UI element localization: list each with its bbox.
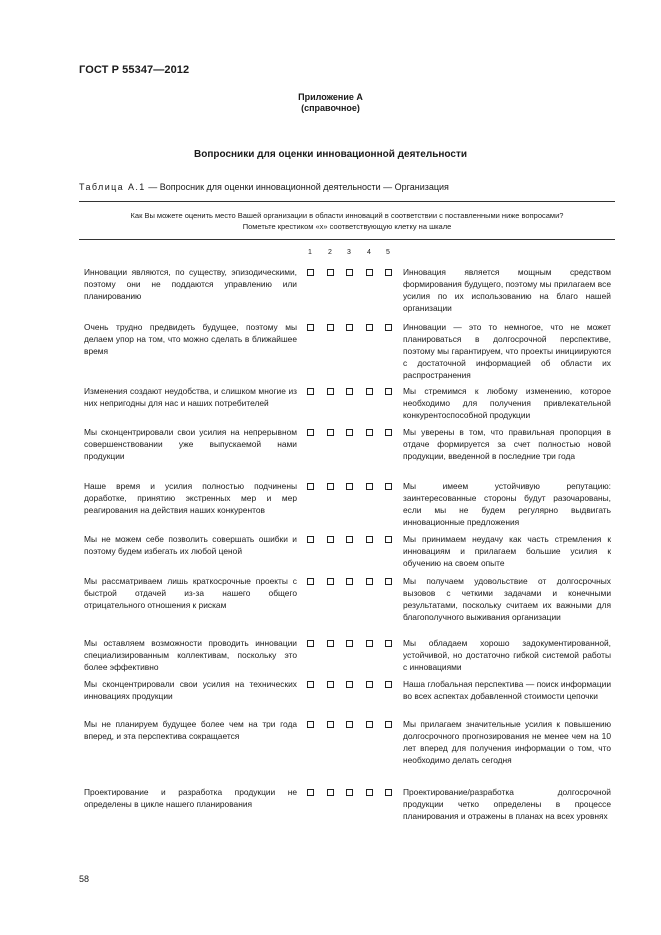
rating-checkbox[interactable] <box>385 640 392 647</box>
statement-target: Мы принимаем неудачу как часть стремления к инновациям и прилагаем большие усилия к обучению на своем опыте <box>403 534 611 568</box>
rating-checkbox[interactable] <box>307 640 314 647</box>
rating-checkbox[interactable] <box>327 578 334 585</box>
rating-checkbox[interactable] <box>346 269 353 276</box>
statement-current: Наше время и усилия полностью подчинены доработке, принятию экстренных мер и мер реагирования на действия наших конкурентов <box>84 481 297 515</box>
instruction-line-2: Пометьте крестиком «x» соответствующую клетку на шкале <box>242 222 452 231</box>
appendix-title: Приложение А <box>298 92 363 102</box>
rating-checkbox[interactable] <box>366 429 373 436</box>
rating-checkbox[interactable] <box>346 640 353 647</box>
statement-current: Мы не планируем будущее более чем на три года вперед, и эта перспектива сокращается <box>84 719 297 741</box>
table-caption-text: — Вопросник для оценки инновационной деятельности — Организация <box>145 182 449 192</box>
statement-target: Мы прилагаем значительные усилия к повышению долгосрочного прогнозирования не менее чем на 10 лет вперед для получения информации о том, что необходимо делать сегодня <box>403 719 611 765</box>
scale-label: 1 <box>308 249 312 256</box>
statement-current: Мы оставляем возможности проводить инновации специализированным коллективам, поскольку это более эффективно <box>84 638 297 672</box>
rating-checkbox[interactable] <box>327 483 334 490</box>
table-instruction <box>79 210 615 232</box>
rating-checkbox[interactable] <box>327 536 334 543</box>
rating-checkbox[interactable] <box>366 388 373 395</box>
rating-checkbox[interactable] <box>346 721 353 728</box>
rating-checkbox[interactable] <box>366 681 373 688</box>
rating-checkbox[interactable] <box>307 388 314 395</box>
rating-checkbox[interactable] <box>366 578 373 585</box>
page-number: 58 <box>79 874 90 884</box>
rating-checkbox[interactable] <box>307 681 314 688</box>
statement-current: Инновации являются, по существу, эпизодическими, поэтому они не поддаются управлению или планированию <box>84 267 297 301</box>
scale-label: 2 <box>328 249 332 256</box>
rating-checkbox[interactable] <box>307 483 314 490</box>
statement-target: Инновация является мощным средством формирования будущего, поэтому мы прилагаем все усилия по их использованию на благо нашей организации <box>403 267 611 313</box>
statement-current: Изменения создают неудобства, и слишком многие из них непригодны для нас и наших потребителей <box>84 386 297 408</box>
statement-current: Мы рассматриваем лишь краткосрочные проекты с быстрой отдачей из-за нашего общего отрицательного отношения к рискам <box>84 576 297 610</box>
rating-checkbox[interactable] <box>307 721 314 728</box>
rating-checkbox[interactable] <box>307 578 314 585</box>
rating-checkbox[interactable] <box>366 269 373 276</box>
table-caption-number: Таблица А.1 <box>79 182 146 192</box>
rating-checkbox[interactable] <box>327 269 334 276</box>
rating-checkbox[interactable] <box>366 789 373 796</box>
statement-current: Мы не можем себе позволить совершать ошибки и поэтому будем избегать их любой ценой <box>84 534 297 556</box>
statement-target: Мы стремимся к любому изменению, которое необходимо для получения привлекательной конкурентоспособной продукции <box>403 386 611 420</box>
statement-target: Мы обладаем хорошо задокументированной, устойчивой, но достаточно гибкой системой работы с инновациями <box>403 638 611 672</box>
statement-current: Очень трудно предвидеть будущее, поэтому мы делаем упор на том, что можно сделать в ближайшее время <box>84 322 297 356</box>
rating-checkbox[interactable] <box>366 640 373 647</box>
table-header-rule <box>79 239 615 240</box>
rating-checkbox[interactable] <box>366 483 373 490</box>
rating-checkbox[interactable] <box>385 388 392 395</box>
rating-checkbox[interactable] <box>385 721 392 728</box>
rating-checkbox[interactable] <box>327 640 334 647</box>
appendix-heading <box>0 92 661 114</box>
rating-checkbox[interactable] <box>385 483 392 490</box>
rating-checkbox[interactable] <box>346 578 353 585</box>
rating-checkbox[interactable] <box>327 429 334 436</box>
rating-checkbox[interactable] <box>327 721 334 728</box>
scale-label: 5 <box>386 249 390 256</box>
statement-target: Мы получаем удовольствие от долгосрочных вызовов с четкими задачами и конечными результатами, поскольку считаем их важными для благополучного выживания организации <box>403 576 611 622</box>
rating-checkbox[interactable] <box>385 681 392 688</box>
rating-checkbox[interactable] <box>346 324 353 331</box>
statement-current: Мы сконцентрировали свои усилия на технических инновациях продукции <box>84 679 297 701</box>
rating-checkbox[interactable] <box>307 269 314 276</box>
rating-checkbox[interactable] <box>327 388 334 395</box>
rating-checkbox[interactable] <box>385 536 392 543</box>
rating-checkbox[interactable] <box>327 681 334 688</box>
rating-checkbox[interactable] <box>385 429 392 436</box>
scale-label: 4 <box>367 249 371 256</box>
rating-checkbox[interactable] <box>385 789 392 796</box>
table-top-rule <box>79 201 615 202</box>
statement-target: Мы уверены в том, что правильная пропорция в отдаче формируется за счет полностью новой продукции, введенной в последние три года <box>403 427 611 461</box>
rating-checkbox[interactable] <box>327 324 334 331</box>
rating-checkbox[interactable] <box>346 681 353 688</box>
appendix-note: (справочное) <box>301 103 360 113</box>
instruction-line-1: Как Вы можете оценить место Вашей организации в области инноваций в соответствии с поставленными ниже вопросами? <box>130 211 564 220</box>
rating-checkbox[interactable] <box>346 429 353 436</box>
standard-code: ГОСТ Р 55347—2012 <box>79 64 190 76</box>
rating-checkbox[interactable] <box>385 269 392 276</box>
rating-checkbox[interactable] <box>366 324 373 331</box>
rating-checkbox[interactable] <box>327 789 334 796</box>
statement-target: Инновации — это то немногое, что не может планироваться в долгосрочной перспективе, поэтому мы гарантируем, что проекты инициируются с достаточной информацией об области их распространения <box>403 322 611 380</box>
rating-checkbox[interactable] <box>307 324 314 331</box>
rating-checkbox[interactable] <box>307 429 314 436</box>
page-title: Вопросники для оценки инновационной деятельности <box>194 149 467 160</box>
rating-checkbox[interactable] <box>346 789 353 796</box>
statement-target: Мы имеем устойчивую репутацию: заинтересованные стороны будут разочарованы, если мы не будем регулярно выдвигать инновационные предложения <box>403 481 611 527</box>
rating-checkbox[interactable] <box>346 536 353 543</box>
rating-checkbox[interactable] <box>307 536 314 543</box>
table-caption <box>79 182 449 192</box>
statement-current: Мы сконцентрировали свои усилия на непрерывном совершенствовании уже выпускаемой нами продукции <box>84 427 297 461</box>
statement-target: Проектирование/разработка долгосрочной продукции четко определены в процессе планирования и отражены в планах на всех уровнях <box>403 787 611 821</box>
rating-checkbox[interactable] <box>346 388 353 395</box>
rating-checkbox[interactable] <box>366 721 373 728</box>
scale-label: 3 <box>347 249 351 256</box>
rating-checkbox[interactable] <box>385 578 392 585</box>
statement-current: Проектирование и разработка продукции не определены в цикле нашего планирования <box>84 787 297 809</box>
statement-target: Наша глобальная перспектива — поиск информации во всех аспектах добавленной стоимости цепочки <box>403 679 611 701</box>
rating-checkbox[interactable] <box>366 536 373 543</box>
rating-checkbox[interactable] <box>385 324 392 331</box>
rating-checkbox[interactable] <box>307 789 314 796</box>
rating-checkbox[interactable] <box>346 483 353 490</box>
